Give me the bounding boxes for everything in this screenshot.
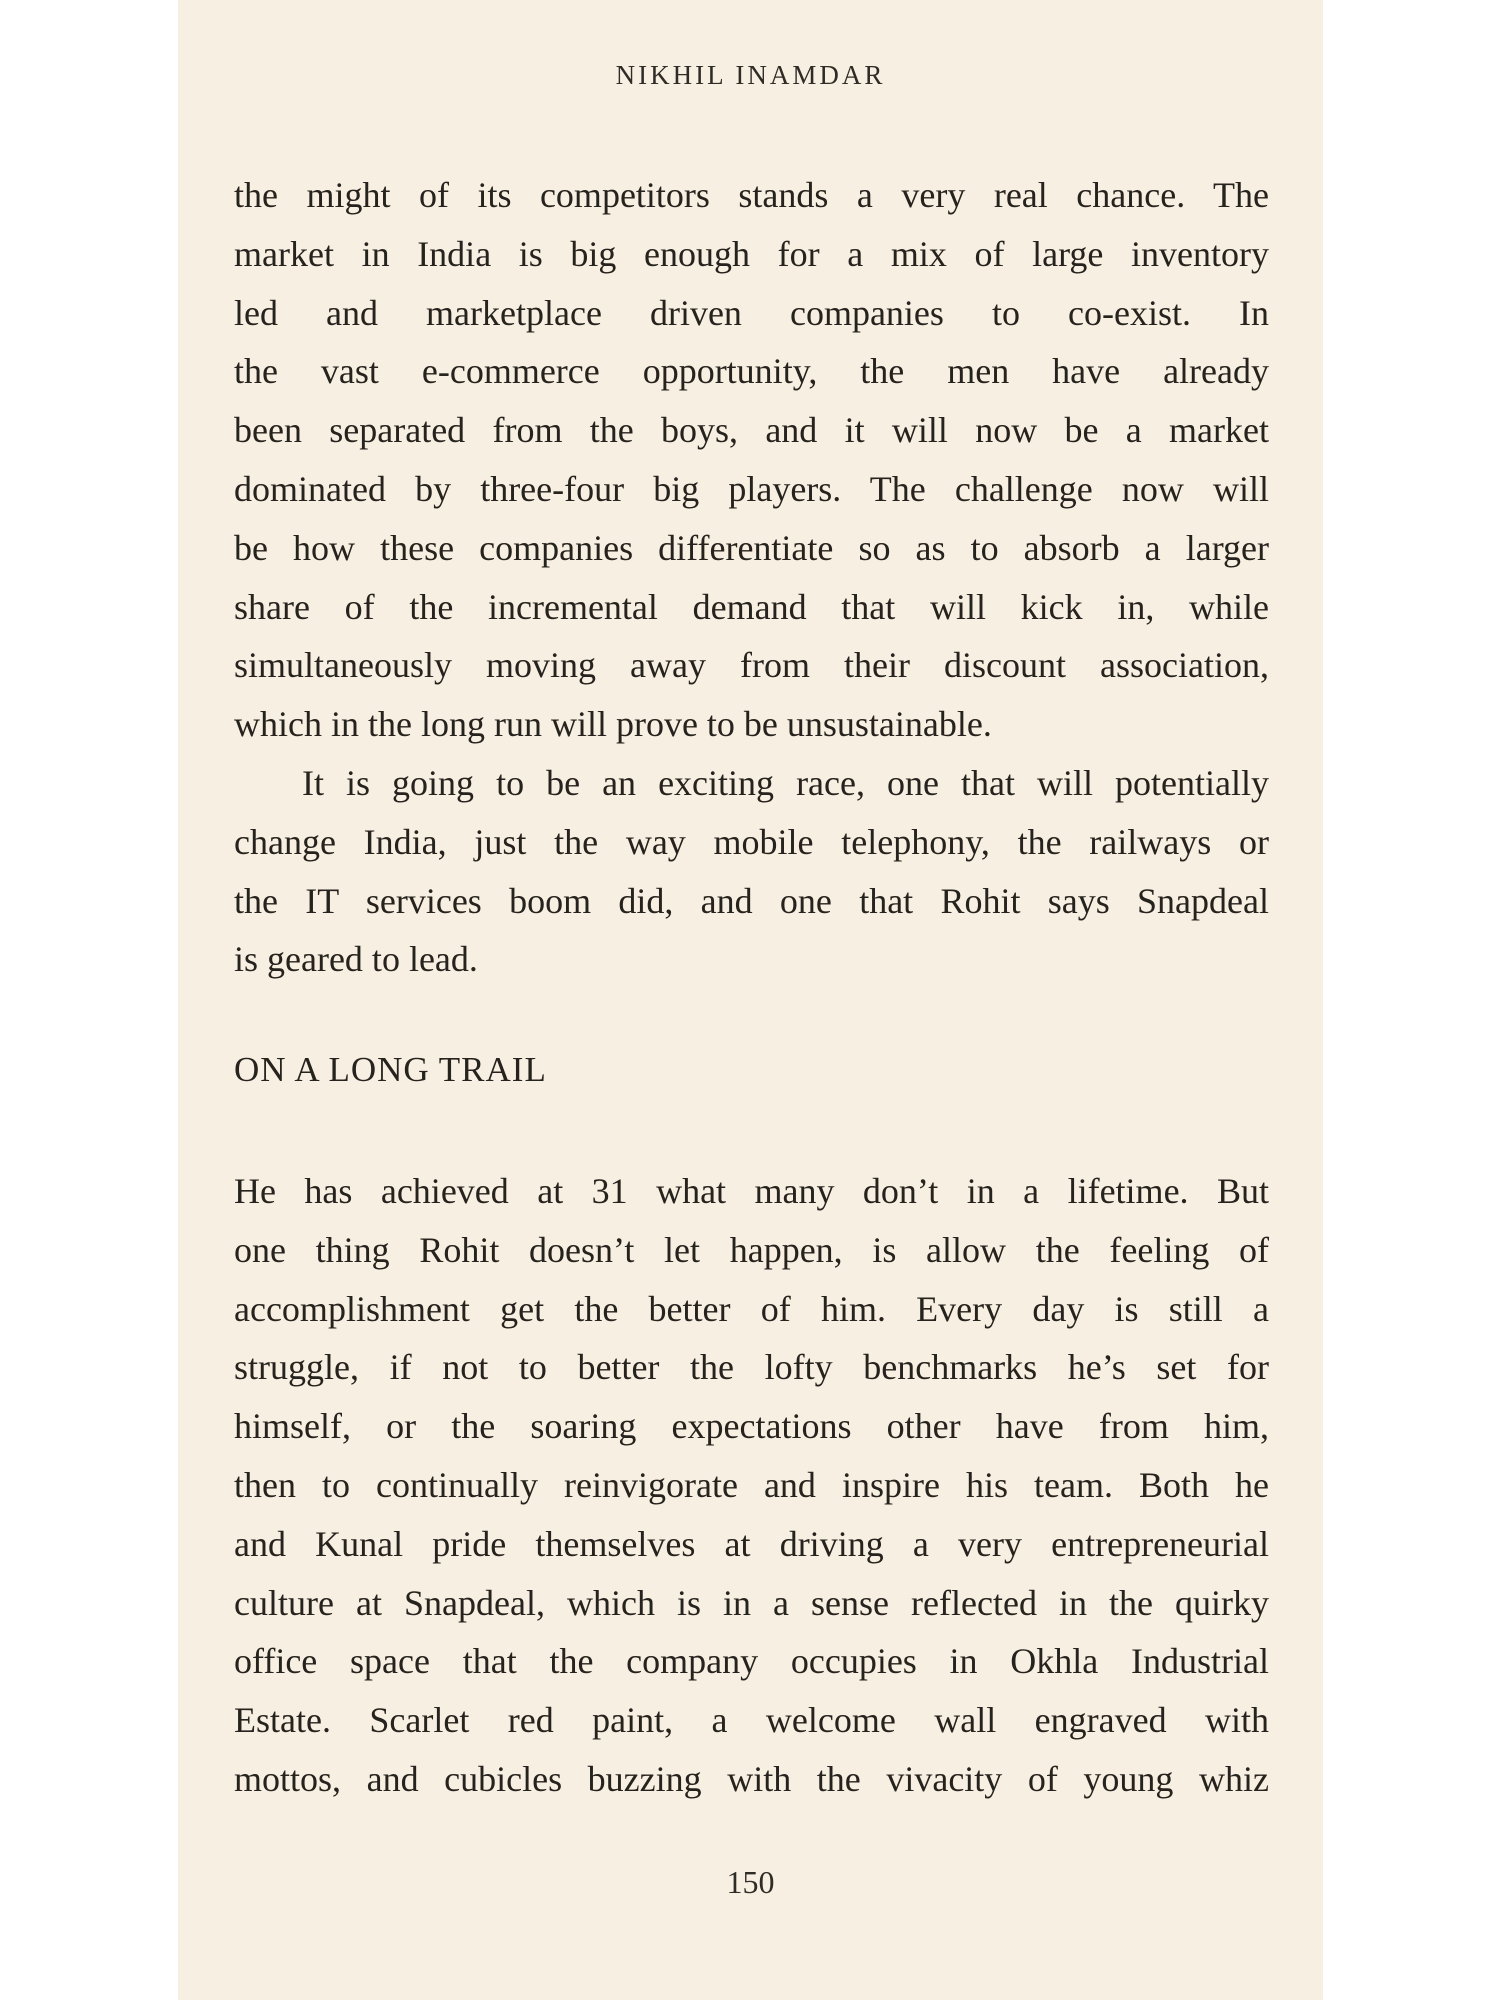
text-line: the might of its competitors stands a very real chance. The	[234, 175, 1269, 215]
text-line: He has achieved at 31 what many don’t in a lifetime. But	[234, 1171, 1269, 1211]
text-line: the vast e-commerce opportunity, the men have already	[234, 351, 1269, 392]
text-line: culture at Snapdeal, which is in a sense reflected in the quirky	[234, 1582, 1269, 1623]
text-line: and Kunal pride themselves at driving a very entrepreneurial	[234, 1523, 1269, 1564]
text-line: struggle, if not to better the lofty benchmarks he’s set for	[234, 1347, 1269, 1388]
text-line: then to continually reinvigorate and inspire his team. Both he	[234, 1464, 1269, 1505]
text-line: been separated from the boys, and it will now be a market	[234, 410, 1269, 451]
text-line: mottos, and cubicles buzzing with the vivacity of young whiz	[234, 1758, 1269, 1799]
book-page	[178, 0, 1323, 2000]
paragraph-3	[234, 1162, 1269, 1809]
text-line: share of the incremental demand that will kick in, while	[234, 586, 1269, 627]
text-line: led and marketplace driven companies to co-exist. In	[234, 292, 1269, 333]
section-heading: ON A LONG TRAIL	[234, 1050, 547, 1089]
text-line: market in India is big enough for a mix of large inventory	[234, 233, 1269, 274]
text-line: It is going to be an exciting race, one that will potentially	[302, 763, 1269, 803]
text-line: Estate. Scarlet red paint, a welcome wall engraved with	[234, 1700, 1269, 1741]
text-line: is geared to lead.	[234, 939, 478, 980]
text-line: simultaneously moving away from their discount association,	[234, 645, 1269, 686]
text-line: dominated by three-four big players. The challenge now will	[234, 468, 1269, 509]
text-line: himself, or the soaring expectations other have from him,	[234, 1406, 1269, 1447]
text-line: which in the long run will prove to be unsustainable.	[234, 704, 992, 745]
text-line: change India, just the way mobile telephony, the railways or	[234, 821, 1269, 862]
text-line: the IT services boom did, and one that Rohit says Snapdeal	[234, 880, 1269, 921]
running-head: NIKHIL INAMDAR	[615, 60, 886, 90]
text-line: be how these companies differentiate so as to absorb a larger	[234, 527, 1269, 568]
text-line: accomplishment get the better of him. Every day is still a	[234, 1288, 1269, 1329]
page-number: 150	[726, 1864, 775, 1900]
paragraph-1	[234, 166, 1269, 754]
text-line: office space that the company occupies in Okhla Industrial	[234, 1641, 1269, 1682]
paragraph-2	[234, 754, 1269, 989]
text-line: one thing Rohit doesn’t let happen, is allow the feeling of	[234, 1229, 1269, 1270]
